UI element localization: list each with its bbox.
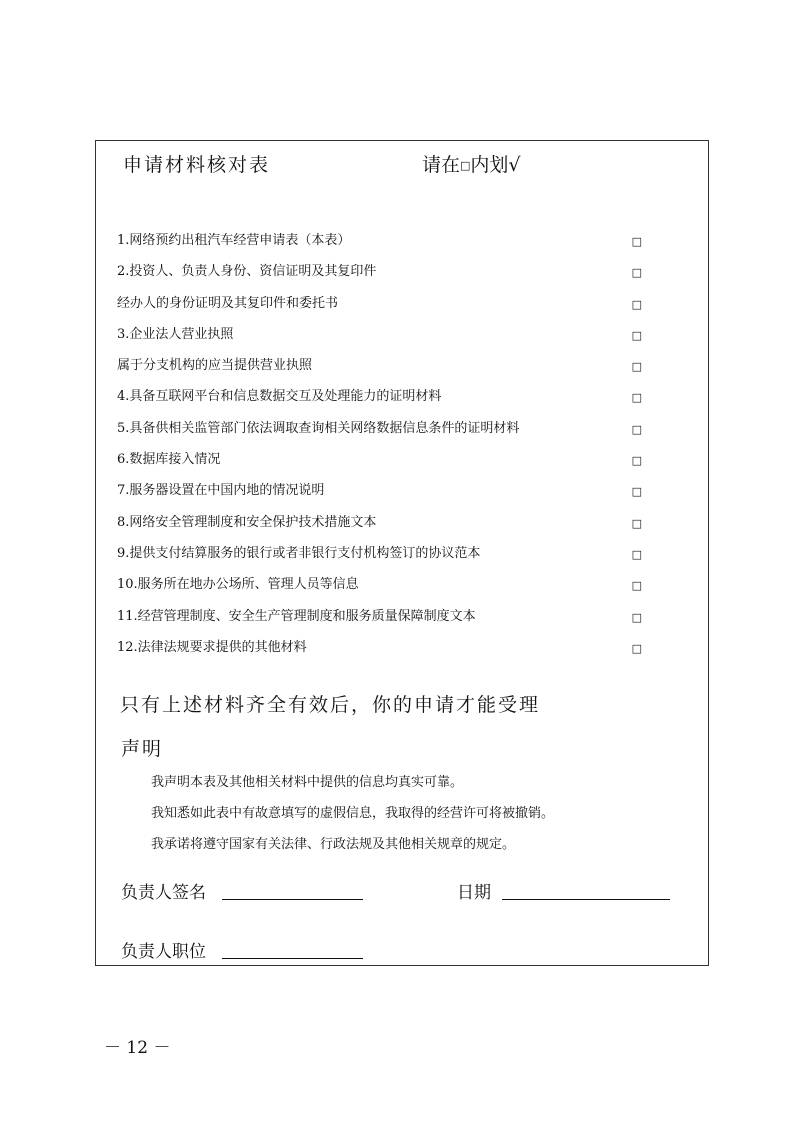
page-number: － 12 － [104, 1038, 171, 1058]
checkbox-sample-icon: □ [460, 159, 471, 172]
checklist-checkbox[interactable]: □ [631, 516, 642, 530]
checklist-item [117, 230, 652, 261]
acceptance-notice: 只有上述材料齐全有效后，你的申请才能受理 [120, 694, 541, 716]
checklist-item [117, 418, 652, 449]
checklist-checkbox[interactable]: □ [631, 454, 642, 468]
checklist-item-label: 8.网络安全管理制度和安全保护技术措施文本 [117, 514, 377, 530]
checklist-checkbox[interactable]: □ [631, 297, 642, 311]
date-field[interactable] [502, 899, 670, 900]
checklist-checkbox[interactable]: □ [631, 579, 642, 593]
checklist-item [117, 606, 652, 637]
check-instruction [422, 150, 521, 177]
checklist-item [117, 480, 652, 511]
checklist-item [117, 637, 652, 668]
checklist-item-label: 12.法律法规要求提供的其他材料 [117, 639, 307, 655]
checklist-item [117, 512, 652, 543]
checklist-item-label: 属于分支机构的应当提供营业执照 [117, 358, 313, 374]
checklist-item-label: 经办人的身份证明及其复印件和委托书 [117, 295, 339, 311]
checklist-checkbox[interactable]: □ [631, 266, 642, 280]
checklist-item-label: 9.提供支付结算服务的银行或者非银行支付机构签订的协议范本 [117, 545, 481, 561]
checklist-checkbox[interactable]: □ [631, 391, 642, 405]
checklist-item [117, 293, 652, 324]
checklist-item [117, 543, 652, 574]
checklist-checkbox[interactable]: □ [631, 360, 642, 374]
checklist-item-label: 5.具备供相关监管部门依法调取查询相关网络数据信息条件的证明材料 [117, 420, 520, 436]
checklist-item-label: 11.经营管理制度、安全生产管理制度和服务质量保障制度文本 [117, 608, 476, 624]
declaration-line: 我承诺将遵守国家有关法律、行政法规及其他相关规章的规定。 [151, 837, 516, 852]
checklist-checkbox[interactable]: □ [631, 485, 642, 499]
check-instruction-prefix: 请在 [422, 154, 461, 176]
check-instruction-suffix: 内划√ [470, 154, 521, 176]
checklist-item-label: 2.投资人、负责人身份、资信证明及其复印件 [117, 264, 377, 280]
checklist-checkbox[interactable]: □ [631, 641, 642, 655]
signature-label: 负责人签名 [121, 883, 206, 903]
checklist-item-label: 3.企业法人营业执照 [117, 326, 234, 342]
checklist-item [117, 386, 652, 417]
checklist-item-label: 1.网络预约出租汽车经营申请表（本表） [117, 233, 351, 248]
checklist-item-label: 7.服务器设置在中国内地的情况说明 [117, 483, 325, 499]
date-label: 日期 [457, 883, 491, 903]
checklist-item-label: 6.数据库接入情况 [117, 452, 221, 468]
declaration-line: 我声明本表及其他相关材料中提供的信息均真实可靠。 [151, 775, 464, 790]
declaration-line: 我知悉如此表中有故意填写的虚假信息，我取得的经营许可将被撤销。 [151, 806, 555, 821]
position-field[interactable] [222, 958, 363, 959]
checklist-item [117, 324, 652, 355]
checklist-item [117, 261, 652, 292]
signature-field[interactable] [222, 899, 363, 900]
material-checklist [117, 230, 652, 668]
position-label: 负责人职位 [121, 942, 206, 962]
checklist-item [117, 574, 652, 605]
checklist-item [117, 449, 652, 480]
form-title: 申请材料核对表 [123, 154, 271, 176]
declaration-title: 声明 [121, 738, 164, 760]
checklist-checkbox[interactable]: □ [631, 422, 642, 436]
checklist-item-label: 10.服务所在地办公场所、管理人员等信息 [117, 577, 359, 593]
checklist-checkbox[interactable]: □ [631, 610, 642, 624]
checklist-item [117, 355, 652, 386]
checklist-checkbox[interactable]: □ [631, 547, 642, 561]
checklist-checkbox[interactable]: □ [631, 328, 642, 342]
checklist-checkbox[interactable]: □ [631, 235, 642, 248]
checklist-item-label: 4.具备互联网平台和信息数据交互及处理能力的证明材料 [117, 389, 442, 405]
